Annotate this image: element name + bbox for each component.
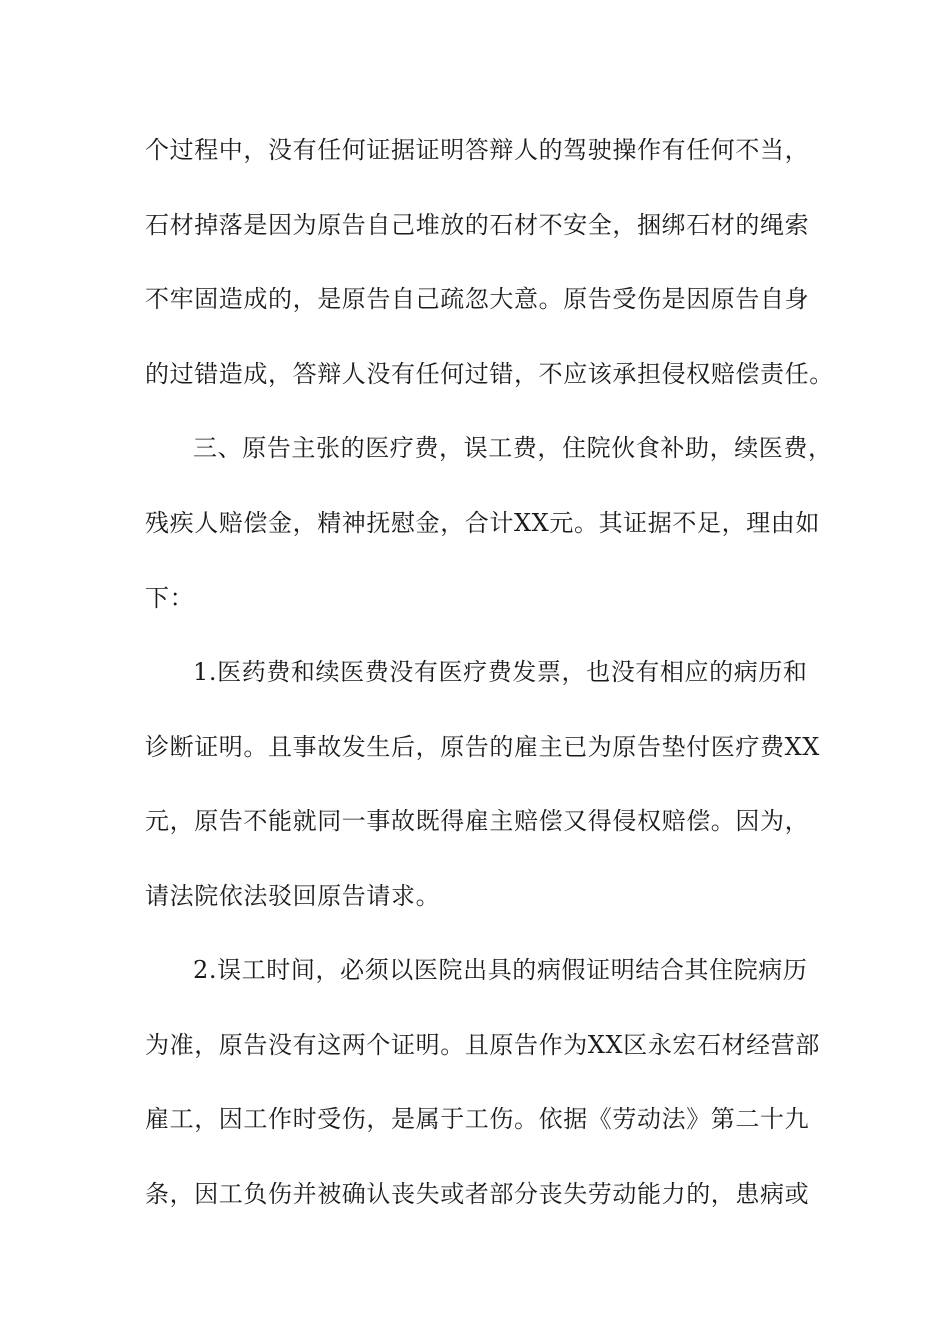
- paragraph-line: 诊断证明。且事故发生后，原告的雇主已为原告垫付医疗费XX: [145, 733, 820, 761]
- paragraph-line: 下：: [145, 584, 195, 612]
- paragraph-line: 石材掉落是因为原告自己堆放的石材不安全，捆绑石材的绳索: [145, 211, 810, 239]
- paragraph-line: 残疾人赔偿金，精神抚慰金，合计XX元。其证据不足，理由如: [145, 509, 820, 537]
- item-two-line: 2.误工时间，必须以医院出具的病假证明结合其住院病历: [193, 956, 808, 984]
- paragraph-line: 请法院依法驳回原告请求。: [145, 882, 441, 910]
- paragraph-line: 个过程中，没有任何证据证明答辩人的驾驶操作有任何不当，: [145, 136, 810, 164]
- paragraph-line: 雇工，因工作时受伤，是属于工伤。依据《劳动法》第二十九: [145, 1105, 810, 1133]
- item-one-line: 1.医药费和续医费没有医疗费发票，也没有相应的病历和: [193, 658, 808, 686]
- paragraph-line: 为准，原告没有这两个证明。且原告作为XX区永宏石材经营部: [145, 1031, 820, 1059]
- paragraph-line: 的过错造成，答辩人没有任何过错，不应该承担侵权赔偿责任。: [145, 360, 834, 388]
- section-three-heading-line: 三、原告主张的医疗费，误工费，住院伙食补助，续医费，: [193, 434, 833, 462]
- paragraph-line: 元，原告不能就同一事故既得雇主赔偿又得侵权赔偿。因为，: [145, 807, 810, 835]
- paragraph-line: 条，因工负伤并被确认丧失或者部分丧失劳动能力的，患病或: [145, 1180, 810, 1208]
- paragraph-line: 不牢固造成的，是原告自己疏忽大意。原告受伤是因原告自身: [145, 285, 810, 313]
